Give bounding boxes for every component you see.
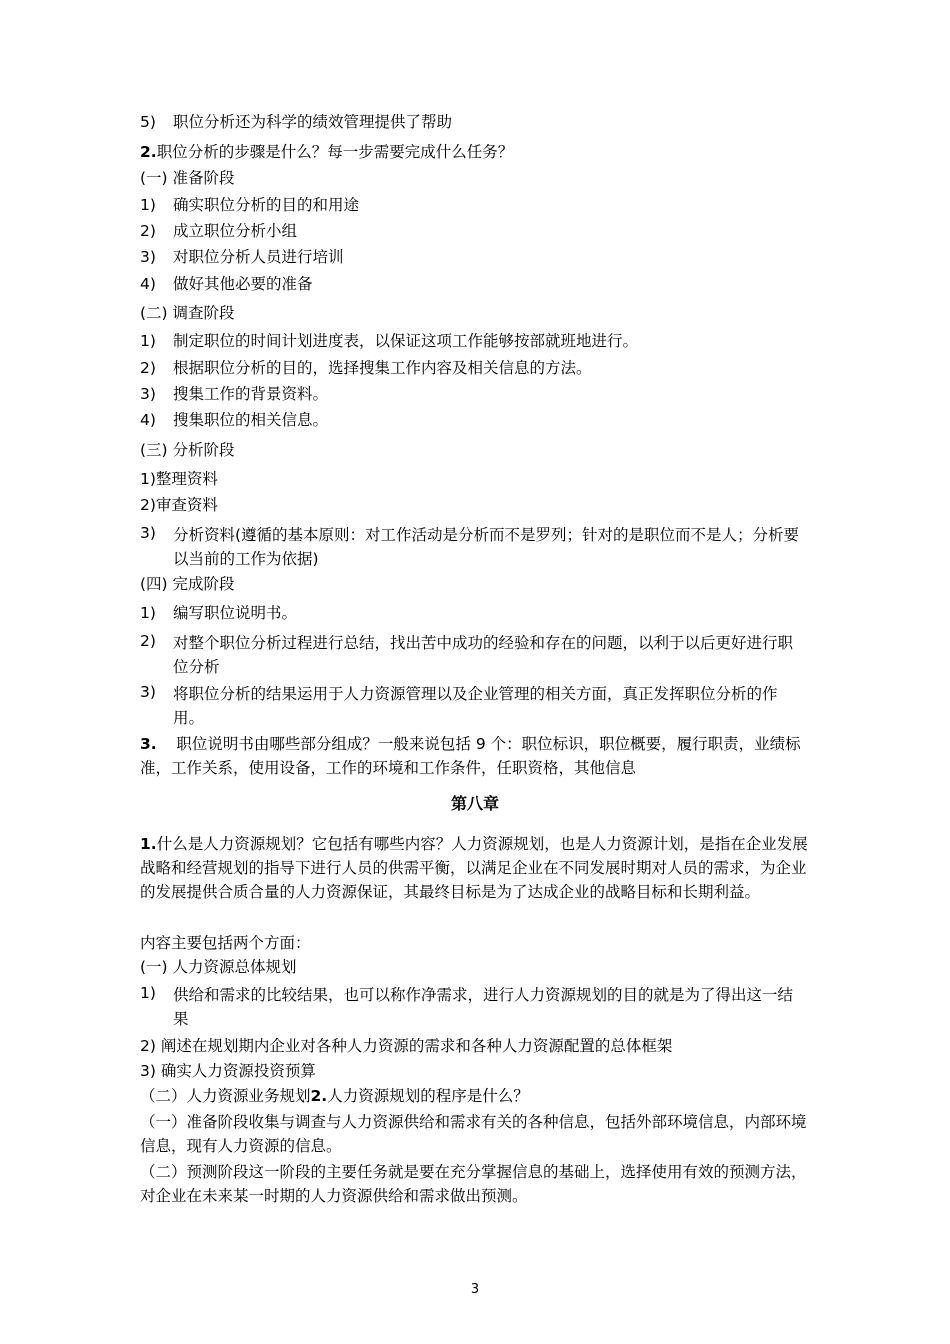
list-item: 3) 确实人力资源投资预算 — [140, 1062, 316, 1080]
section-heading: (二) 调查阶段 — [140, 304, 235, 322]
paragraph: （二）预测阶段这一阶段的主要任务就是要在充分掌握信息的基础上，选择使用有效的预测方法，对企业在未来某一时期的人力资源供给和需求做出预测。 — [140, 1163, 807, 1205]
paragraph: （一）准备阶段收集与调查与人力资源供给和需求有关的各种信息，包括外部环境信息，内部环境信息，现有人力资源的信息。 — [140, 1113, 807, 1155]
list-item: 2)审查资料 — [140, 496, 218, 514]
list-item: 2) 阐述在规划期内企业对各种人力资源的需求和各种人力资源配置的总体框架 — [140, 1037, 673, 1055]
chapter-title: 第八章 — [450, 794, 499, 813]
list-item: 3) 分析资料(遵循的基本原则：对工作活动是分析而不是罗列；针对的是职位而不是人；分析要以当前的工作为依据) — [140, 524, 800, 568]
page-number: 3 — [470, 1282, 480, 1297]
section-heading: （二）人力资源业务规划2.人力资源规划的程序是什么？ — [140, 1087, 529, 1105]
document-page: 5) 职位分析还为科学的绩效管理提供了帮助 2.职位分析的步骤是什么？每一步需要完成什么任务？ (一) 准备阶段 1) 确实职位分析的目的和用途 2) 成立职位分析小组 3) 对职位分析人员进行培训 4) 做好其他必要的准备 (二) 调查阶段 1) 制定职位的时间计划进度表，以保证这项工作能够按部就班地进行。 2) 根据职位分析的目的，选择搜集工作内容及相关信息的方法。 3) 搜集工作的背景资料。 4) 搜集职位的相关信息。 (三) 分析阶段 1)整理资料 2)审查资料 3) 分析资料(遵循的基本原则：对工作活动是分析而不是罗列；针对的是职位而不是人；分析要以当前的工作为依据) (四) 完成阶段 1) 编写职位说明书。 2) 对整个职位分析过程进行总结，找出苦中成功的经验和存在的问题，以利于以后更好进行职位分析 3) 将职位分析的结果运用于人力资源管理以及企业管理的相关方面，真正发挥职位分析的作用。 3. 职位说明书由哪些部分组成？一般来说包括 9 个：职位标识，职位概要，履行职责，业绩标准，工作关系，使用设备，工作的环境和工作条件，任职资格，其他信息 第八章 1.什么是人力资源规划？它包括有哪些内容？人力资源规划，也是人力资源计划，是指在企业发展战略和经营规划的指导下进行人员的供需平衡，以满足企业在不同发展时期对人员的需求，为企业的发展提供合质合量的人力资源保证，其最终目标是为了达成企业的战略目标和长期利益。 内容主要包括两个方面： (一) 人力资源总体规划 1) 供给和需求的比较结果，也可以称作净需求，进行人力资源规划的目的就是为了得出这一结果 2) 阐述在规划期内企业对各种人力资源的需求和各种人力资源配置的总体框架 3) 确实人力资源投资预算 （二）人力资源业务规划2.人力资源规划的程序是什么？ （一）准备阶段收集与调查与人力资源供给和需求有关的各种信息，包括外部环境信息，内部环境信息，现有人力资源的信息。 （二）预测阶段这一阶段的主要任务就是要在充分掌握信息的基础上，选择使用有效的预测方法，对企业在未来某一时期的人力资源供给和需求做出预测。 3 — [0, 0, 950, 1344]
question-paragraph: 1.什么是人力资源规划？它包括有哪些内容？人力资源规划，也是人力资源计划，是指在企业发展战略和经营规划的指导下进行人员的供需平衡，以满足企业在不同发展时期对人员的需求，为企业的发展提供合质合量的人力资源保证，其最终目标是为了达成企业的战略目标和长期利益。 — [140, 835, 808, 901]
paragraph: 内容主要包括两个方面： — [140, 934, 311, 952]
list-item: 1)整理资料 — [140, 470, 218, 488]
list-item: 2) 对整个职位分析过程进行总结，找出苦中成功的经验和存在的问题，以利于以后更好进行职位分析 — [140, 632, 794, 676]
section-heading: (四) 完成阶段 — [140, 575, 235, 593]
question-paragraph: 3. 职位说明书由哪些部分组成？一般来说包括 9 个：职位标识，职位概要，履行职责，业绩标准，工作关系，使用设备，工作的环境和工作条件，任职资格，其他信息 — [140, 735, 801, 777]
section-heading: (三) 分析阶段 — [140, 441, 235, 459]
list-item: 1) 供给和需求的比较结果，也可以称作净需求，进行人力资源规划的目的就是为了得出这一结果 — [140, 984, 794, 1028]
list-item: 3) 将职位分析的结果运用于人力资源管理以及企业管理的相关方面，真正发挥职位分析的作用。 — [140, 683, 778, 727]
question-heading: 2.职位分析的步骤是什么？每一步需要完成什么任务？ — [140, 143, 514, 161]
section-heading: (一) 人力资源总体规划 — [140, 958, 297, 976]
section-heading: (一) 准备阶段 — [140, 169, 235, 187]
